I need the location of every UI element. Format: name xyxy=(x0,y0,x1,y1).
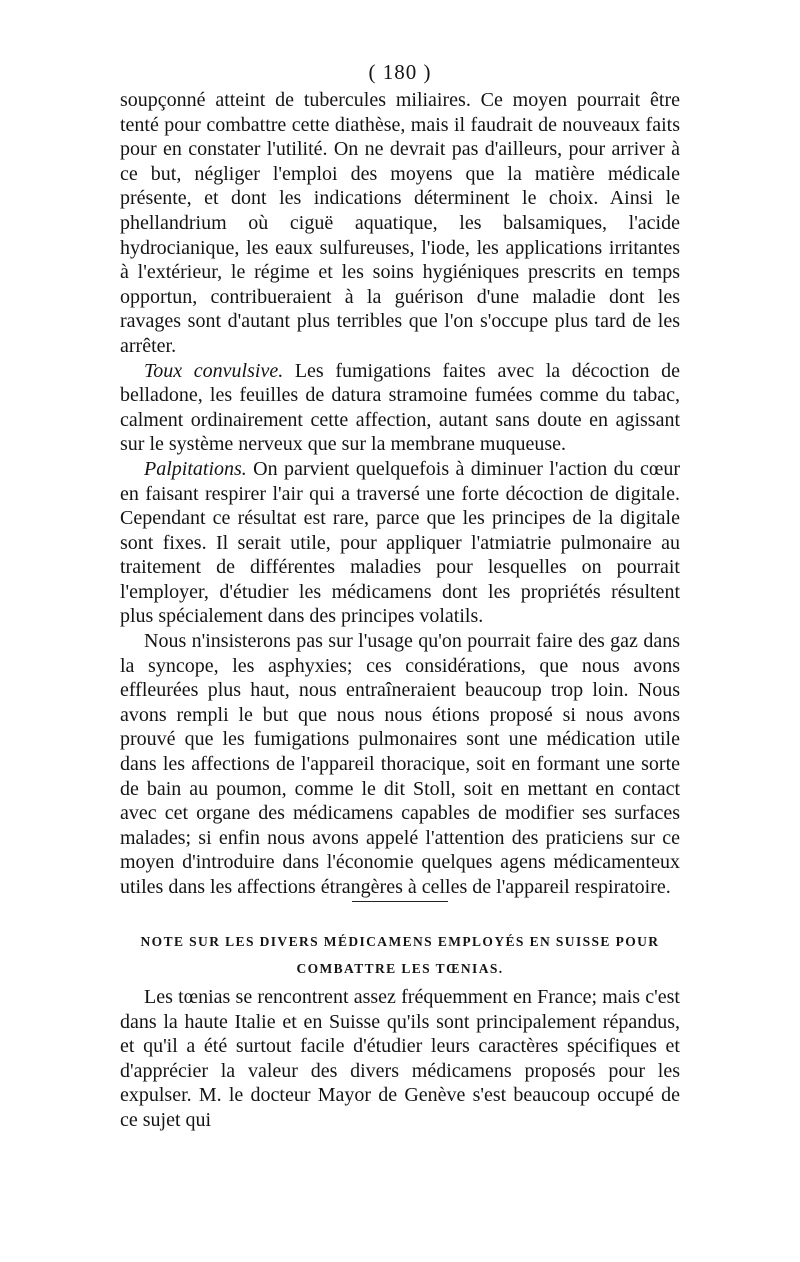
term-toux-convulsive: Toux convulsive. xyxy=(144,359,284,382)
paragraph-conclusion: Nous n'insisterons pas sur l'usage qu'on pourrait faire des gaz dans la syncope, les asphyxies; ces considérations, que nous avons effleurées plus haut, nous entraîneraient beaucoup trop loin. Nous avons rempli le but que nous nous étions proposé si nous avons prouvé que les fumigations pulmonaires sont une médication utile dans les affections de l'appareil thoracique, soit en formant une sorte de bain au poumon, comme le dit Stoll, soit en mettant en contact avec cet organe des médicamens capables de modifier ses surfaces malades; si enfin nous avons appelé l'attention des praticiens sur ce moyen d'introduire dans l'économie quelques agens médicamenteux utiles dans les affections étrangères à celles de l'appareil respiratoire. xyxy=(120,630,680,898)
note-paragraph: Les tœnias se rencontrent assez fréquemment en France; mais c'est dans la haute Italie et en Suisse qu'ils sont principalement répandus, et qu'il a été surtout facile d'étudier leurs caractères spécifiques et d'apprécier la valeur des divers médicamens proposés pour les expulser. M. le docteur Mayor de Genève s'est beaucoup occupé de ce sujet qui xyxy=(120,986,680,1131)
paragraph-continuation: soupçonné atteint de tubercules miliaires. Ce moyen pourrait être tenté pour combattre cette diathèse, mais il faudrait de nouveaux faits pour en constater l'utilité. On ne devrait pas d'ailleurs, pour arriver à ce but, négliger l'emploi des moyens que la matière médicale présente, et dont les indications déterminent le choix. Ainsi le phellandrium où ciguë aquatique, les balsamiques, l'acide hydrocianique, les eaux sulfureuses, l'iode, les applications irritantes à l'extérieur, le régime et les soins hygiéniques prescrits en temps opportun, contribueraient à la guérison d'une maladie dont les ravages sont d'autant plus terribles que l'on s'occupe plus tard de les arrêter. xyxy=(120,89,680,357)
main-text xyxy=(120,88,680,900)
paragraph-palpitations xyxy=(120,457,680,629)
paragraph-text: On parvient quelquefois à diminuer l'action du cœur en faisant respirer l'air qui a traversé une forte décoction de digitale. Cependant ce résultat est rare, parce que les principes de la digitale sont fixes. Il serait utile, pour appliquer l'atmiatrie pulmonaire au traitement de différentes maladies pour lesquelles on pourrait l'employer, d'étudier les médicamens dont les propriétés résultent plus spécialement dans des principes volatils. xyxy=(120,457,680,628)
paragraph-toux-convulsive xyxy=(120,359,680,457)
term-palpitations: Palpitations. xyxy=(144,457,247,480)
section-separator xyxy=(352,901,448,902)
note-text xyxy=(120,985,680,1133)
page-number: ( 180 ) xyxy=(368,60,432,84)
note-heading: NOTE SUR LES DIVERS MÉDICAMENS EMPLOYÉS EN SUISSE POUR COMBATTRE LES TŒNIAS. xyxy=(140,934,660,976)
paragraph-text: Les fumigations faites avec la décoction de belladone, les feuilles de datura stramoine fumées comme du tabac, calment ordinairement cette affection, autant sans doute en agissant sur le système nerveux que sur la membrane muqueuse. xyxy=(120,359,680,456)
